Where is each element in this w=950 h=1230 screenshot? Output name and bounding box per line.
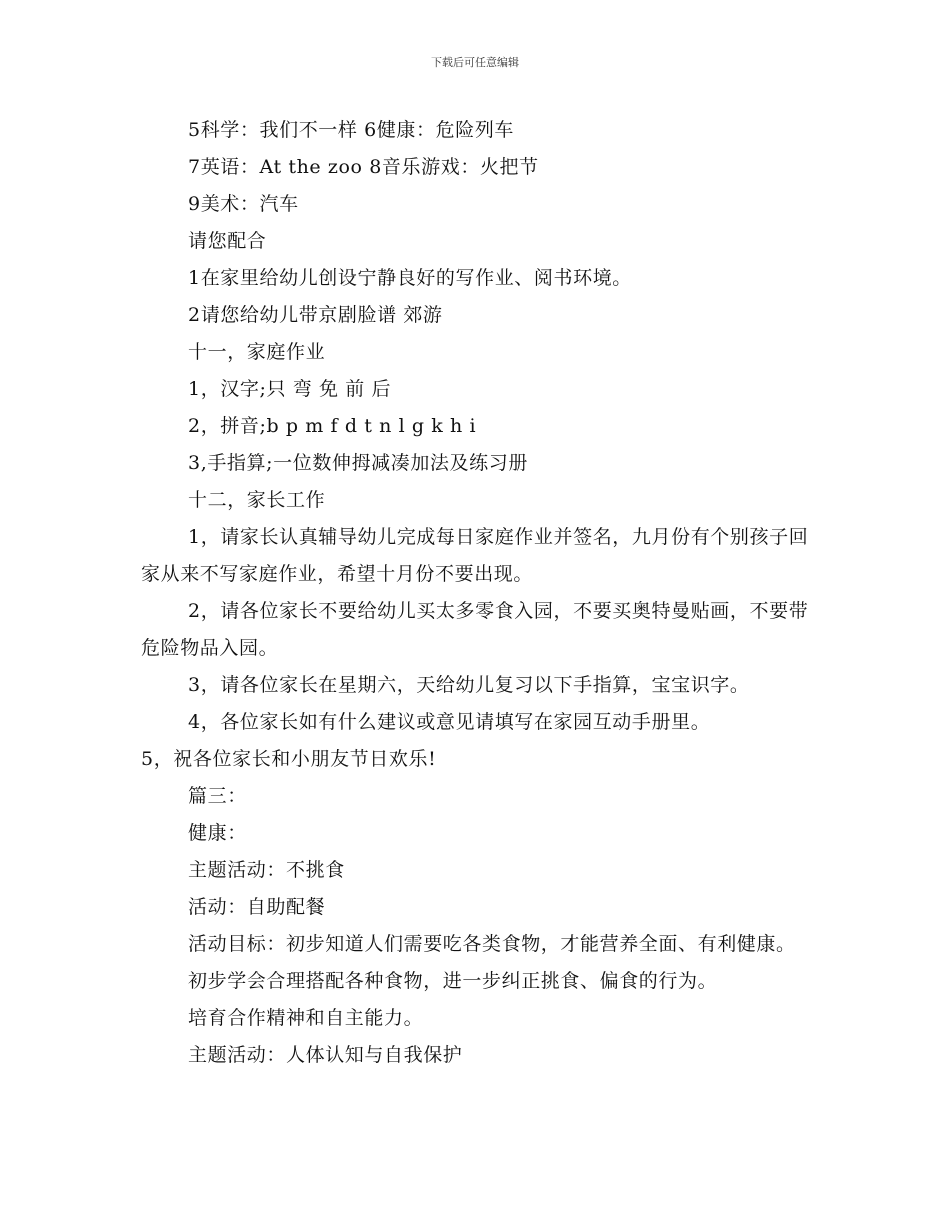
paragraph: 2，拼音;b p m f d t n l g k h i xyxy=(188,415,477,437)
paragraph: 主题活动：不挑食 xyxy=(188,859,345,881)
paragraph: 活动目标：初步知道人们需要吃各类食物，才能营养全面、有利健康。 xyxy=(188,933,796,955)
section-heading: 十二，家长工作 xyxy=(188,489,326,511)
page-header: 下载后可任意编辑 xyxy=(431,56,519,69)
paragraph: 5，祝各位家长和小朋友节日欢乐! xyxy=(141,748,437,770)
paragraph: 健康： xyxy=(188,822,247,844)
paragraph: 活动：自助配餐 xyxy=(188,896,326,918)
paragraph: 1，请家长认真辅导幼儿完成每日家庭作业并签名，九月份有个别孩子回家从来不写家庭作业，希望十月份不要出现。 xyxy=(141,526,809,585)
paragraph: 3，请各位家长在星期六，天给幼儿复习以下手指算，宝宝识字。 xyxy=(188,674,750,696)
paragraph: 3,手指算;一位数伸拇减凑加法及练习册 xyxy=(188,452,528,474)
paragraph: 1，汉字;只 弯 免 前 后 xyxy=(188,378,392,400)
document-body xyxy=(141,112,821,1074)
paragraph: 初步学会合理搭配各种食物，进一步纠正挑食、偏食的行为。 xyxy=(188,970,718,992)
paragraph: 2，请各位家长不要给幼儿买太多零食入园，不要买奥特曼贴画，不要带危险物品入园。 xyxy=(141,600,809,659)
paragraph: 主题活动：人体认知与自我保护 xyxy=(188,1044,463,1066)
paragraph: 1在家里给幼儿创设宁静良好的写作业、阅书环境。 xyxy=(188,267,632,289)
section-heading: 十一，家庭作业 xyxy=(188,341,326,363)
paragraph: 请您配合 xyxy=(188,230,267,252)
section-heading: 篇三： xyxy=(188,785,247,807)
paragraph: 5科学：我们不一样 6健康：危险列车 xyxy=(188,119,515,141)
paragraph: 4，各位家长如有什么建议或意见请填写在家园互动手册里。 xyxy=(188,711,711,733)
paragraph: 2请您给幼儿带京剧脸谱 郊游 xyxy=(188,304,443,326)
paragraph: 7英语：At the zoo 8音乐游戏：火把节 xyxy=(188,156,539,178)
paragraph: 9美术：汽车 xyxy=(188,193,299,215)
paragraph: 培育合作精神和自主能力。 xyxy=(188,1007,424,1029)
